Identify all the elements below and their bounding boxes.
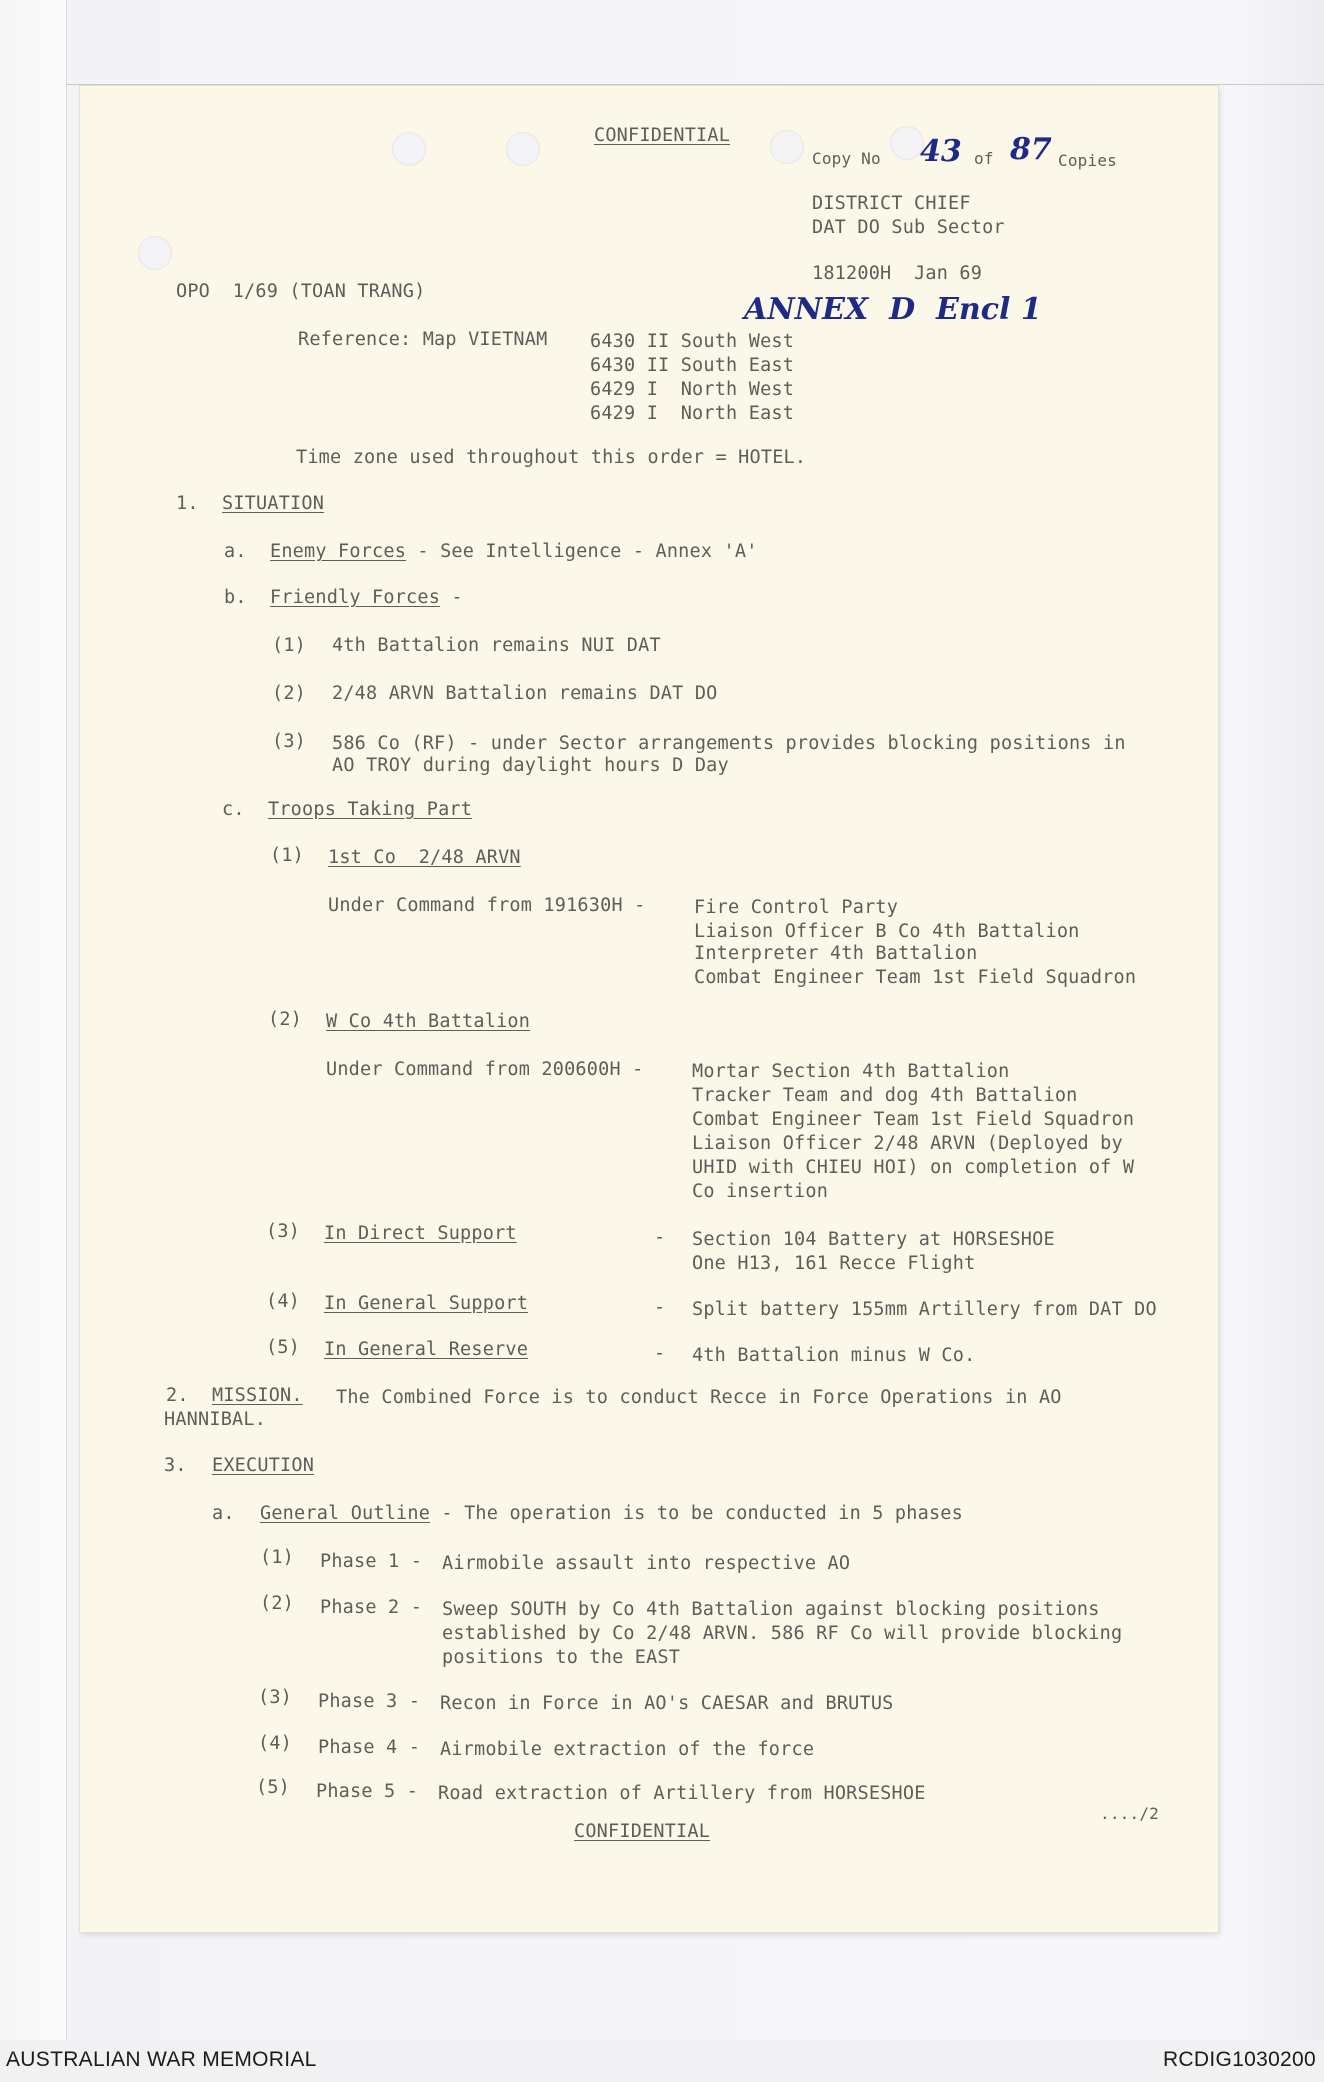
para-text: - See Intelligence - Annex 'A' (406, 541, 758, 562)
attached-element: Interpreter 4th Battalion (694, 943, 978, 964)
phase-label: Phase 3 - (318, 1691, 421, 1712)
general-outline-line (260, 1502, 963, 1525)
attached-element: Combat Engineer Team 1st Field Squadron (692, 1109, 1135, 1130)
item-number: (1) (272, 635, 307, 656)
phase-text: Road extraction of Artillery from HORSESHOE (438, 1783, 926, 1804)
phase-number: (3) (258, 1687, 293, 1708)
item-number: (2) (272, 683, 307, 704)
time-zone-line: Time zone used throughout this order = HOTEL. (296, 447, 807, 468)
para-text: - The operation is to be conducted in 5 phases (430, 1503, 963, 1524)
punch-hole (770, 130, 804, 164)
item-text: One H13, 161 Recce Flight (692, 1253, 976, 1274)
item-text: 4th Battalion remains NUI DAT (332, 635, 661, 656)
section-number: 3. (164, 1455, 187, 1476)
para-heading: Friendly Forces (270, 587, 441, 608)
item-heading: In General Reserve (324, 1339, 529, 1360)
copy-number-handwritten: 43 (920, 134, 962, 169)
item-text: 586 Co (RF) - under Sector arrangements provides blocking positions in (332, 733, 1126, 754)
phase-label: Phase 1 - (320, 1551, 423, 1572)
scan-edge-line (66, 0, 67, 2040)
section-heading-situation: SITUATION (222, 493, 325, 514)
item-dash: - (654, 1343, 666, 1364)
item-dash: - (654, 1297, 666, 1318)
map-sheet: 6430 II South East (590, 355, 795, 376)
item-text: Section 104 Battery at HORSESHOE (692, 1229, 1055, 1250)
attached-element: Mortar Section 4th Battalion (692, 1061, 1010, 1082)
friendly-forces-line (270, 586, 463, 609)
copy-total-handwritten: 87 (1010, 132, 1052, 167)
item-number: (5) (266, 1337, 301, 1358)
attached-element: Combat Engineer Team 1st Field Squadron (694, 967, 1137, 988)
section-heading-mission: MISSION. (212, 1385, 303, 1406)
map-sheet: 6429 I North West (590, 379, 795, 400)
issuer-line-1: DISTRICT CHIEF (812, 193, 971, 214)
para-heading: Enemy Forces (270, 541, 407, 562)
phase-number: (1) (260, 1547, 295, 1568)
para-text: - (440, 587, 463, 608)
phase-label: Phase 2 - (320, 1597, 423, 1618)
attached-element: Liaison Officer 2/48 ARVN (Deployed by (692, 1133, 1123, 1154)
mission-text: HANNIBAL. (164, 1409, 267, 1430)
punch-hole (890, 126, 924, 160)
phase-number: (4) (258, 1733, 293, 1754)
phase-label: Phase 5 - (316, 1781, 419, 1802)
enemy-forces-line (270, 540, 758, 563)
annex-note-handwritten: ANNEX D Encl 1 (744, 292, 1042, 327)
order-title: OPO 1/69 (TOAN TRANG) (176, 281, 426, 302)
section-heading-execution: EXECUTION (212, 1455, 315, 1476)
attached-element: Tracker Team and dog 4th Battalion (692, 1085, 1078, 1106)
classification-top: CONFIDENTIAL (594, 125, 731, 146)
archive-footer-right: RCDIG1030200 (1162, 2048, 1316, 2071)
para-letter: b. (224, 587, 247, 608)
item-number: (2) (268, 1009, 303, 1030)
mission-text: The Combined Force is to conduct Recce in Force Operations in AO (336, 1387, 1062, 1408)
punch-hole (392, 132, 426, 166)
archive-footer-left: AUSTRALIAN WAR MEMORIAL (6, 2048, 317, 2071)
para-letter: a. (212, 1503, 235, 1524)
para-letter: a. (224, 541, 247, 562)
phase-number: (5) (256, 1777, 291, 1798)
attached-element: Liaison Officer B Co 4th Battalion (694, 921, 1080, 942)
copy-prefix: Copy No (812, 149, 881, 168)
item-text: 4th Battalion minus W Co. (692, 1345, 976, 1366)
item-heading: W Co 4th Battalion (326, 1011, 531, 1032)
phase-text: established by Co 2/48 ARVN. 586 RF Co will provide blocking (442, 1623, 1123, 1644)
section-number: 2. (166, 1385, 189, 1406)
item-number: (1) (270, 845, 305, 866)
phase-label: Phase 4 - (318, 1737, 421, 1758)
copy-of: of (974, 149, 994, 168)
page-continuation: ..../2 (1100, 1804, 1159, 1823)
item-text: Split battery 155mm Artillery from DAT DO (692, 1299, 1157, 1320)
para-heading: General Outline (260, 1503, 431, 1524)
item-dash: - (654, 1227, 666, 1248)
command-line: Under Command from 200600H - (326, 1059, 644, 1080)
item-number: (4) (266, 1291, 301, 1312)
item-text: AO TROY during daylight hours D Day (332, 755, 729, 776)
phase-number: (2) (260, 1593, 295, 1614)
map-sheet: 6430 II South West (590, 331, 795, 352)
punch-hole (138, 236, 172, 270)
copy-suffix: Copies (1058, 151, 1117, 170)
map-sheet: 6429 I North East (590, 403, 795, 424)
issuer-line-2: DAT DO Sub Sector (812, 217, 1005, 238)
phase-text: Airmobile assault into respective AO (442, 1553, 851, 1574)
item-number: (3) (266, 1221, 301, 1242)
para-heading: Troops Taking Part (268, 799, 473, 820)
item-heading: 1st Co 2/48 ARVN (328, 847, 521, 868)
phase-text: Recon in Force in AO's CAESAR and BRUTUS (440, 1693, 894, 1714)
item-text: 2/48 ARVN Battalion remains DAT DO (332, 683, 718, 704)
date-time-group: 181200H Jan 69 (812, 263, 983, 284)
para-letter: c. (222, 799, 245, 820)
attached-element: Fire Control Party (694, 897, 899, 918)
classification-bottom: CONFIDENTIAL (574, 1821, 711, 1842)
attached-element: UHID with CHIEU HOI) on completion of W (692, 1157, 1135, 1178)
item-heading: In General Support (324, 1293, 529, 1314)
item-number: (3) (272, 731, 307, 752)
phase-text: positions to the EAST (442, 1647, 681, 1668)
attached-element: Co insertion (692, 1181, 829, 1202)
punch-hole (506, 132, 540, 166)
section-number: 1. (176, 493, 199, 514)
command-line: Under Command from 191630H - (328, 895, 646, 916)
scan-edge-line (66, 84, 1324, 85)
reference-label: Reference: Map VIETNAM (298, 329, 548, 350)
phase-text: Airmobile extraction of the force (440, 1739, 815, 1760)
item-heading: In Direct Support (324, 1223, 517, 1244)
phase-text: Sweep SOUTH by Co 4th Battalion against blocking positions (442, 1599, 1100, 1620)
